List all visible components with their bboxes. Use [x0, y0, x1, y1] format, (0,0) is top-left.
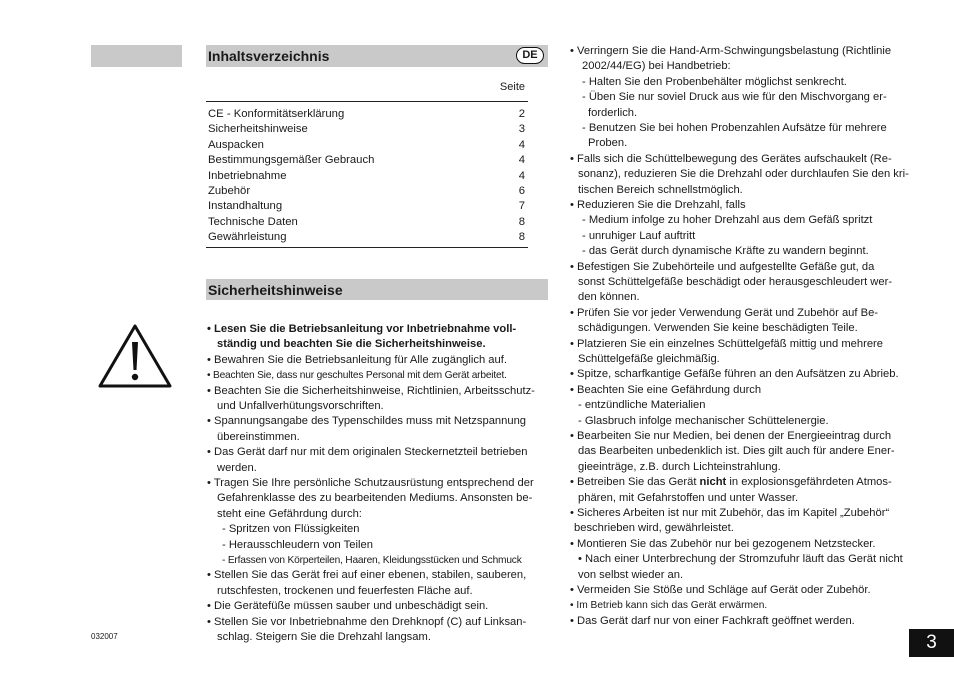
safety-text-line: steht eine Gefährdung durch: — [217, 507, 362, 520]
safety-text-line: Schüttelgefäße gleichmäßig. — [578, 353, 720, 365]
toc-row — [208, 107, 525, 122]
safety-text-line: • Nach einer Unterbrechung der Stromzufuhr läuft das Gerät nicht — [578, 553, 903, 566]
toc-entry-title: Instandhaltung — [208, 200, 283, 213]
safety-text-line: - unruhiger Lauf auftritt — [582, 229, 696, 242]
safety-text-line: • Bearbeiten Sie nur Medien, bei denen der Energieeintrag durch — [570, 430, 892, 442]
toc-entry-page: 4 — [518, 138, 525, 151]
safety-text-line: Proben. — [588, 137, 628, 150]
safety-text-line: werden. — [217, 461, 257, 474]
safety-text-line: - Medium infolge zu hoher Drehzahl aus dem Gefäß spritzt — [582, 214, 873, 227]
safety-text-line: • Tragen Sie Ihre persönliche Schutzausrüstung entsprechend der — [207, 477, 534, 489]
toc-entry-title: Sicherheitshinweise — [208, 123, 308, 136]
safety-text-line: • Spannungsangabe des Typenschildes muss mit Netzspannung — [207, 415, 527, 428]
safety-text-line: das Bearbeiten unbedenklich ist. Dies gilt auch für andere Ener- — [578, 445, 895, 458]
language-badge: DE — [516, 47, 544, 64]
safety-text-line: • Prüfen Sie vor jeder Verwendung Gerät und Zubehör auf Be- — [570, 306, 879, 319]
safety-text-line: und Unfallverhütungsvorschriften. — [217, 400, 384, 412]
safety-text-line: • Falls sich die Schüttelbewegung des Gerätes aufschaukelt (Re- — [570, 152, 892, 165]
safety-text-line: schlag. Steigern Sie die Drehzahl langsam. — [217, 631, 431, 643]
safety-text-line: tischen Bereich schnellstmöglich. — [578, 183, 743, 196]
safety-text-line: schädigungen. Verwenden Sie keine beschädigten Teile. — [578, 322, 858, 335]
safety-text-line: • Beachten Sie die Sicherheitshinweise, Richtlinien, Arbeitsschutz- — [207, 384, 535, 397]
toc-row — [208, 215, 525, 230]
toc-entry-title: Inbetriebnahme — [208, 169, 287, 182]
toc-entry-page: 4 — [518, 169, 525, 182]
toc-entry-page: 2 — [518, 108, 525, 120]
toc-row — [208, 122, 525, 137]
toc-entry-title: Zubehör — [208, 185, 251, 197]
safety-header-bar — [206, 279, 548, 300]
safety-text-line: • Reduzieren Sie die Drehzahl, falls — [570, 199, 746, 211]
toc-title: Inhaltsverzeichnis — [208, 48, 330, 64]
safety-text-line: • Das Gerät darf nur mit dem originalen Steckernetzteil betrieben — [207, 446, 528, 459]
safety-text-line: • Bewahren Sie die Betriebsanleitung für Alle zugänglich auf. — [207, 353, 507, 366]
safety-text-line: - Herausschleudern von Teilen — [222, 538, 373, 551]
safety-title: Sicherheitshinweise — [208, 282, 343, 298]
toc-row — [208, 138, 525, 153]
safety-text-line: • Lesen Sie die Betriebsanleitung vor Inbetriebnahme voll- — [207, 323, 517, 335]
safety-text-line: rutschfesten, trockenen und feuerfesten Fläche auf. — [217, 584, 473, 597]
safety-text-line: • Stellen Sie das Gerät frei auf einer ebenen, stabilen, sauberen, — [207, 569, 527, 582]
safety-text-line: - Glasbruch infolge mechanischer Schüttelenergie. — [578, 414, 829, 427]
safety-text-line: • Platzieren Sie ein einzelnes Schüttelgefäß mittig und mehrere — [570, 337, 883, 350]
safety-text-line: • Beachten Sie, dass nur geschultes Personal mit dem Gerät arbeitet. — [207, 370, 507, 382]
safety-text-line: • Stellen Sie vor Inbetriebnahme den Drehknopf (C) auf Linksan- — [207, 615, 527, 628]
toc-entry-page: 4 — [518, 154, 525, 167]
safety-text-line: - Spritzen von Flüssigkeiten — [222, 523, 360, 536]
safety-text-line: den können. — [578, 291, 640, 304]
safety-text-line: • Spitze, scharfkantige Gefäße führen an den Aufsätzen zu Abrieb. — [570, 368, 899, 381]
safety-text-line: - entzündliche Materialien — [578, 399, 706, 412]
safety-text-line: • Verringern Sie die Hand-Arm-Schwingungsbelastung (Richtlinie — [570, 45, 892, 57]
safety-text-line: phären, mit Gefahrstoffen und unter Wasser. — [578, 491, 799, 504]
safety-text-line: • Sicheres Arbeiten ist nur mit Zubehör, das im Kapitel „Zubehör“ — [570, 507, 890, 519]
safety-text-line: - Benutzen Sie bei hohen Probenzahlen Aufsätze für mehrere — [582, 122, 887, 134]
safety-text-line: • Befestigen Sie Zubehörteile und aufgestellte Gefäße gut, da — [570, 260, 875, 273]
safety-text-line: gieeinträge, z.B. durch Lichteinstrahlung. — [578, 460, 781, 473]
safety-text-line: - Erfassen von Körperteilen, Haaren, Kleidungsstücken und Schmuck — [222, 555, 522, 566]
toc-entry-page: 6 — [518, 185, 525, 197]
safety-text-line: - Halten Sie den Probenbehälter möglichst senkrecht. — [582, 75, 847, 88]
safety-text-line: forderlich. — [588, 106, 638, 119]
side-bar — [91, 45, 182, 67]
safety-text-line: • Die Gerätefüße müssen sauber und unbeschädigt sein. — [207, 600, 489, 613]
safety-text-line: • Das Gerät darf nur von einer Fachkraft geöffnet werden. — [570, 614, 855, 627]
toc-header-bar — [206, 45, 548, 67]
page-number: 3 — [909, 629, 954, 657]
safety-text-line: • Montieren Sie das Zubehör nur bei gezogenem Netzstecker. — [570, 537, 876, 550]
toc-row — [208, 230, 525, 245]
toc-entry-title: CE - Konformitätserklärung — [208, 108, 345, 120]
toc-row — [208, 153, 525, 168]
toc-entry-title: Technische Daten — [208, 215, 298, 228]
toc-entry-page: 8 — [518, 215, 525, 228]
warning-triangle-icon — [97, 322, 173, 390]
safety-text-line: 2002/44/EG) bei Handbetrieb: — [582, 60, 731, 73]
safety-text-line: • Betreiben Sie das Gerät nicht in explosionsgefährdeten Atmos- — [570, 476, 892, 489]
toc-entry-page: 7 — [518, 200, 525, 213]
safety-text-line: Gefahrenklasse des zu bearbeitenden Mediums. Ansonsten be- — [217, 492, 533, 505]
safety-text-line: sonst Schüttelgefäße beschädigt oder herausgeschleudert wer- — [578, 276, 893, 288]
toc-entry-title: Gewährleistung — [208, 231, 287, 244]
safety-text-line: - Üben Sie nur soviel Druck aus wie für den Mischvorgang er- — [582, 91, 887, 104]
safety-text-line: sonanz), reduzieren Sie die Drehzahl oder durchlaufen Sie den kri- — [578, 168, 909, 181]
safety-text-line: • Im Betrieb kann sich das Gerät erwärmen. — [570, 600, 768, 612]
doc-code: 032007 — [91, 632, 118, 641]
toc-row — [208, 169, 525, 184]
toc-entry-title: Bestimmungsgemäßer Gebrauch — [208, 154, 375, 167]
safety-text-line: ständig und beachten Sie die Sicherheitshinweise. — [217, 338, 486, 351]
toc-row — [208, 184, 525, 199]
safety-text-line: • Vermeiden Sie Stöße und Schläge auf Gerät oder Zubehör. — [570, 584, 871, 596]
toc-row — [208, 199, 525, 214]
safety-text-line: • Beachten Sie eine Gefährdung durch — [570, 383, 762, 396]
toc-page-header: Seite — [499, 81, 525, 93]
toc-entry-title: Auspacken — [208, 138, 264, 151]
safety-text-line: von selbst wieder an. — [578, 568, 684, 581]
safety-text-line: übereinstimmen. — [217, 430, 300, 443]
toc-divider — [206, 101, 528, 102]
toc-entry-page: 8 — [518, 231, 525, 244]
toc-entry-page: 3 — [518, 123, 525, 136]
toc-bottom-divider — [206, 247, 528, 248]
safety-text-line: beschrieben wird, gewährleistet. — [574, 522, 734, 535]
safety-text-line: - das Gerät durch dynamische Kräfte zu wandern beginnt. — [582, 245, 869, 258]
